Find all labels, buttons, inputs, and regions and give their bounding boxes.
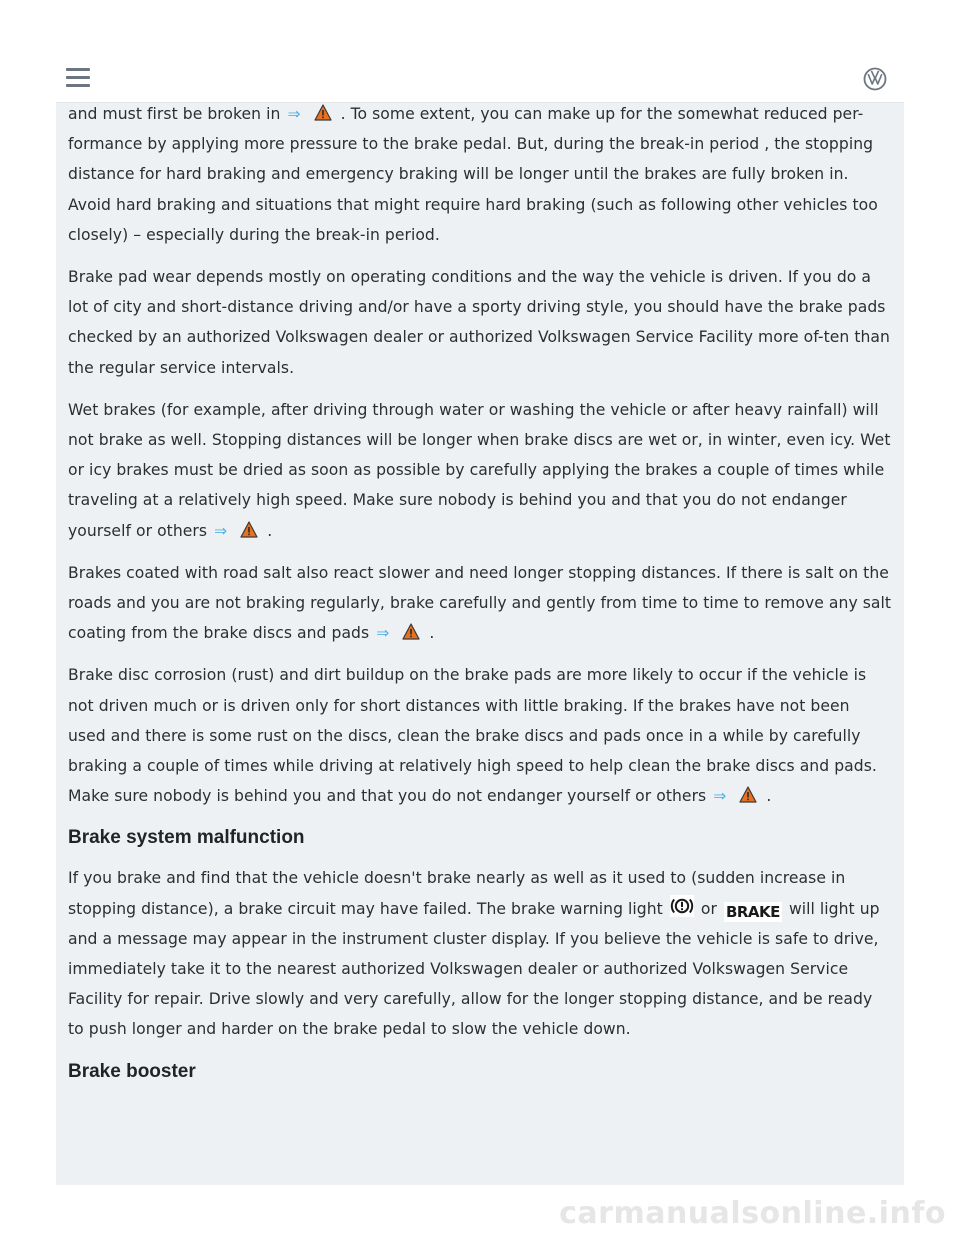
paragraph-break-in — [68, 99, 892, 250]
watermark: carmanualsonline.info — [559, 1196, 946, 1231]
vw-logo-icon[interactable] — [863, 67, 887, 91]
paragraph-text: Brake disc corrosion (rust) and dirt buildup on the brake pads are more likely to occur if the vehicle is not driven much or is driven only for short distances with little braking. If the brakes have not been used and there is some rust on the discs, clean the brake discs and pads once in a while by carefully braking a couple of times while driving at relatively high speed to help clean the brake discs and pads. Make sure nobody is behind you and that you do not endanger yourself or others — [68, 666, 877, 806]
paragraph-text: Brakes coated with road salt also react slower and need longer stopping distances. If there is salt on the roads and you are not braking regularly, brake carefully and gently from time to time to remove any salt coating from the brake discs and pads — [68, 563, 892, 643]
paragraph-text: and must first be broken in — [68, 105, 281, 123]
manual-content — [56, 103, 904, 1185]
paragraph-brake-malfunction — [68, 863, 892, 1044]
paragraph-text: Wet brakes (for example, after driving through water or washing the vehicle or after heavy rainfall) will not brake as well. Stopping distances will be longer when brake discs are wet or, in winter, even icy. Wet or icy brakes must be dried as soon as possible by carefully applying the brakes a couple of times while traveling at a relatively high speed. Make sure nobody is behind you and that you do not endanger yourself or others — [68, 400, 891, 540]
heading-brake-booster: Brake booster — [68, 1060, 196, 1082]
paragraph-text: or — [700, 899, 717, 918]
paragraph-wet-brakes — [68, 395, 892, 546]
top-bar — [56, 58, 904, 103]
paragraph-disc-corrosion — [68, 660, 892, 811]
cross-reference-link[interactable]: ⇒ — [214, 521, 228, 540]
heading-brake-system-malfunction: Brake system malfunction — [68, 827, 305, 849]
menu-icon[interactable] — [66, 68, 90, 88]
cross-reference-link[interactable]: ⇒ — [713, 787, 727, 806]
paragraph-text: . — [766, 787, 772, 806]
paragraph-text: If you brake and find that the vehicle doesn't brake nearly as well as it used to (sudden increase in stopping distance), a brake circuit may have failed. The brake warning light — [68, 869, 846, 918]
paragraph-text: Brake pad wear depends mostly on operating conditions and the way the vehicle is driven. If you do a lot of city and short-distance driving and/or have a sporty driving style, you should have the brake pads checked by an authorized Volkswagen dealer or authorized Volkswagen Service Facility more of-ten than the regular service intervals. — [68, 268, 890, 377]
cross-reference-link[interactable]: ⇒ — [376, 624, 390, 643]
brake-indicator-icon: BRAKE — [725, 902, 780, 921]
warning-triangle-icon[interactable] — [240, 521, 258, 538]
paragraph-text: . To some extent, you can make up for the somewhat reduced per-formance by applying more pressure to the brake pedal. But, during the break-in period , the stopping distance for hard braking and emergency braking will be longer until the brakes are fully broken in. Avoid hard braking and situations that might require hard braking (such as following other vehicles too closely) – especially during the break-in period. — [68, 105, 878, 244]
warning-triangle-icon[interactable] — [314, 104, 332, 121]
paragraph-text: . — [267, 521, 273, 540]
paragraph-brake-pad-wear — [68, 262, 892, 383]
cross-reference-link[interactable]: ⇒ — [287, 105, 301, 123]
paragraph-text: will light up and a message may appear in the instrument cluster display. If you believe the vehicle is safe to drive, immediately take it to the nearest authorized Volkswagen dealer or authorized Volkswagen Service Facility for repair. Drive slowly and very carefully, allow for the longer stopping distance, and be ready to push longer and harder on the brake pedal to slow the vehicle down. — [68, 899, 880, 1039]
warning-triangle-icon[interactable] — [739, 786, 757, 803]
brake-warning-light-icon — [670, 895, 694, 917]
paragraph-text: . — [429, 624, 435, 643]
paragraph-road-salt — [68, 558, 892, 649]
warning-triangle-icon[interactable] — [402, 623, 420, 640]
